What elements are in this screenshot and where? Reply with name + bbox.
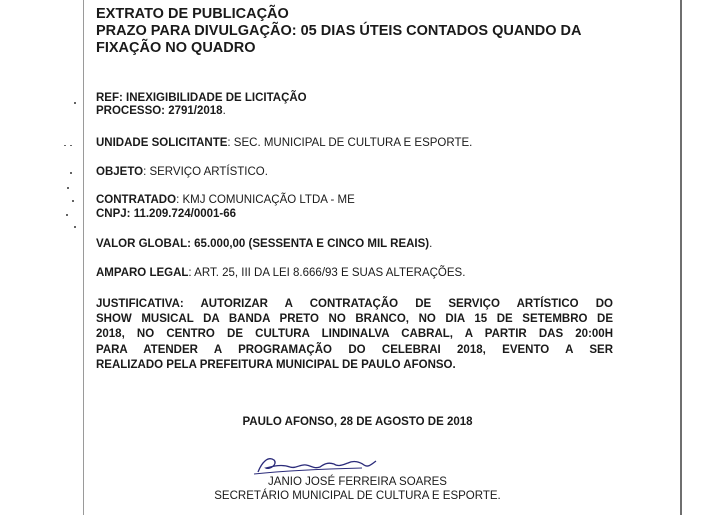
header-deadline-line1: PRAZO PARA DIVULGAÇÃO: 05 DIAS ÚTEIS CONTADOS QUANDO DA	[96, 23, 582, 39]
unidade-line	[96, 137, 472, 150]
amparo-value: : ART. 25, III DA LEI 8.666/93 E SUAS ALTERAÇÕES.	[188, 267, 466, 279]
justificativa-line: PARA ATENDER A PROGRAMAÇÃO DO CELEBRAI 2018, EVENTO A SER	[96, 343, 613, 356]
signatory-title: SECRETÁRIO MUNICIPAL DE CULTURA E ESPORTE.	[214, 490, 501, 502]
scan-speck	[70, 172, 72, 174]
scan-speck	[74, 102, 76, 104]
objeto-value: : SERVIÇO ARTÍSTICO.	[143, 166, 268, 178]
justificativa-line: REALIZADO PELA PREFEITURA MUNICIPAL DE PAULO AFONSO.	[96, 358, 456, 371]
unidade-label: UNIDADE SOLICITANTE	[96, 137, 228, 149]
objeto-label: OBJETO	[96, 166, 144, 178]
page-left-edge	[83, 0, 84, 515]
amparo-label: AMPARO LEGAL	[96, 267, 189, 279]
justificativa-line: SHOW MUSICAL DA BANDA PRETO NO BRANCO, NO DIA 15 DE SETEMBRO DE	[96, 313, 613, 326]
scan-speck	[64, 145, 66, 146]
valor-suffix: .	[429, 238, 433, 250]
contratado-label: CONTRATADO	[96, 194, 177, 206]
document-header	[96, 6, 582, 57]
objeto-line	[96, 166, 268, 179]
processo-label: PROCESSO: 2791/2018	[96, 105, 223, 117]
processo-line	[96, 105, 226, 118]
contratado-line	[96, 194, 355, 207]
place-and-date: PAULO AFONSO, 28 DE AGOSTO DE 2018	[242, 416, 473, 428]
justificativa-line: 2018, NO CENTRO DE CULTURA LINDINALVA CABRAL, A PARTIR DAS 20:00H	[96, 328, 613, 341]
signatory-name: JANIO JOSÉ FERREIRA SOARES	[268, 476, 447, 488]
page-right-edge	[680, 0, 682, 515]
justificativa-line: JUSTIFICATIVA: AUTORIZAR A CONTRATAÇÃO DE SERVIÇO ARTÍSTICO DO	[96, 298, 613, 310]
processo-suffix: .	[222, 105, 226, 117]
contratado-value: : KMJ COMUNICAÇÃO LTDA - ME	[176, 194, 355, 206]
scan-speck	[66, 214, 68, 216]
header-deadline-line2: FIXAÇÃO NO QUADRO	[96, 40, 256, 56]
cnpj-line: CNPJ: 11.209.724/0001-66	[96, 208, 237, 220]
amparo-line	[96, 267, 465, 280]
justificativa-paragraph	[96, 297, 613, 373]
scan-speck	[70, 145, 72, 146]
valor-label: VALOR GLOBAL: 65.000,00 (SESSENTA E CINCO MIL REAIS)	[96, 238, 430, 250]
unidade-value: : SEC. MUNICIPAL DE CULTURA E ESPORTE.	[227, 137, 473, 149]
scan-speck	[74, 226, 76, 228]
valor-line	[96, 238, 432, 251]
ref-line: REF: INEXIGIBILIDADE DE LICITAÇÃO	[96, 92, 307, 104]
scan-speck	[72, 200, 74, 202]
header-title: EXTRATO DE PUBLICAÇÃO	[96, 6, 289, 22]
scan-speck	[67, 187, 69, 189]
